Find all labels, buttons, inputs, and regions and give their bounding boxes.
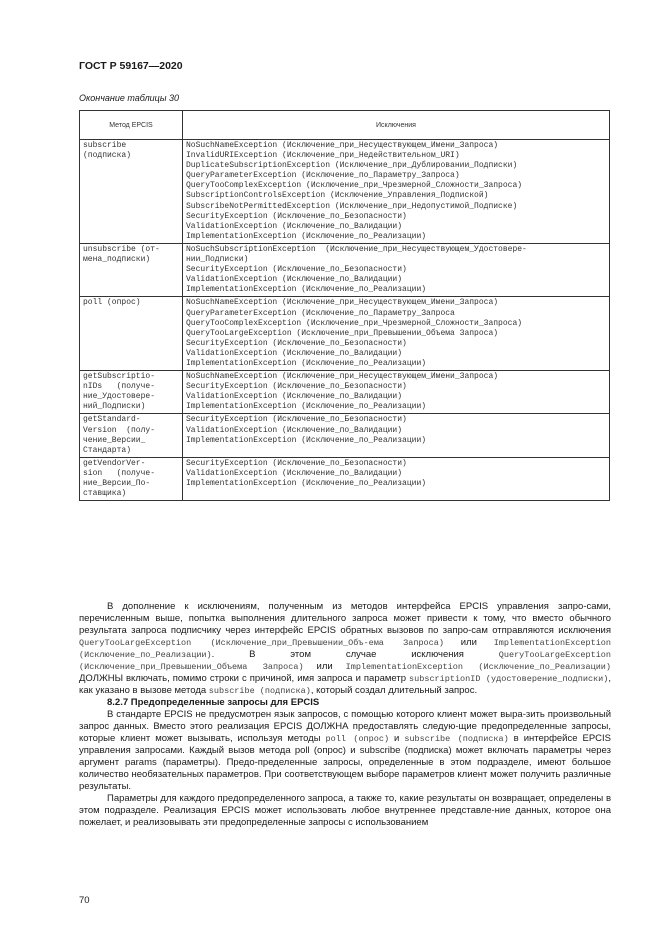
text: и: [389, 733, 405, 744]
paragraph-parameters: Параметры для каждого предопределенного запроса, а также то, какие результаты он возвращает, определены в этом подразделе. Реализация EPCIS может использовать любое внутреннее представле-ние данных, которое она пожелает, и реализовывать эти предопределенные запросы с использованием: [79, 793, 611, 828]
method-cell: poll (опрос): [80, 297, 183, 371]
exception-item: InvalidURIException (Исключение_при_Недействительном_URI): [186, 151, 460, 161]
code-text: subscribe (подписка): [404, 734, 509, 744]
exception-item: ValidationException (Исключение_по_Валидации): [186, 392, 403, 402]
exception-item: ImplementationException (Исключение_по_Реализации): [186, 285, 427, 295]
text: В стандарте EPCIS не предусмотрен язык запросов, с помощью которого клиент может выра-зить произвольный запрос данных. Вместо этого реализация EPCIS ДОЛЖНА предоставлять следую-щие предопределенные запросы, которые клиент может вызывать, используя методы: [79, 709, 611, 744]
column-header-exceptions: Исключения: [183, 111, 610, 140]
table-header-row: [80, 111, 610, 140]
paragraph-exceptions-note: [79, 601, 611, 697]
exception-item: SecurityException (Исключение_по_Безопасности): [186, 415, 407, 425]
exception-item: SubscriptionControlsException (Исключение_Управления_Подпиской): [186, 191, 489, 201]
text: . В этом случае исключения: [211, 649, 499, 660]
exception-item: SecurityException (Исключение_по_Безопасности): [186, 338, 407, 348]
method-cell: getVendorVer- sion (получе- ние_Версии_По- ставщика): [80, 457, 183, 500]
table-body: [80, 140, 610, 501]
exception-item: ValidationException (Исключение_по_Валидации): [186, 221, 403, 231]
text: или: [303, 661, 346, 672]
exception-item: DuplicateSubscriptionException (Исключение_при_Дублировании_Подписки): [186, 161, 518, 171]
exception-item: NoSuchNameException (Исключение_при_Несуществующем_Имени_Запроса): [186, 372, 499, 382]
exception-item: QueryParameterException (Исключение_по_Параметру_Запроса: [186, 308, 455, 318]
exceptions-table: [79, 110, 610, 501]
body-text: [79, 601, 611, 829]
exceptions-cell: [183, 457, 610, 500]
text: В дополнение к исключениям, полученным из методов интерфейса EPCIS управления запро-сами, перечисленным выше, попытка выполнения длительного запроса может привести к тому, что вместо обычного результата запроса подписчику через интерфейс EPCIS обратных вызовов по запро-сам отправляются исключения: [79, 601, 611, 636]
exception-item: QueryTooComplexException (Исключение_при_Чрезмерной_Сложности_Запроса): [186, 181, 523, 191]
exception-item: ValidationException (Исключение_по_Валидации): [186, 468, 403, 478]
document-header: ГОСТ Р 59167—2020: [79, 60, 183, 72]
table-row: [80, 243, 610, 296]
exception-item: ImplementationException (Исключение_по_Реализации): [186, 479, 427, 488]
exception-item: ValidationException (Исключение_по_Валидации): [186, 275, 403, 285]
code-text: ImplementationException (Исключение_по_Реализации): [79, 638, 612, 660]
section-heading: 8.2.7 Предопределенные запросы для EPCIS: [107, 697, 320, 708]
code-text: subscriptionID (удостоверение_подписки): [409, 674, 609, 684]
exceptions-cell: [183, 140, 610, 244]
table-row: [80, 371, 610, 414]
exceptions-cell: [183, 297, 610, 371]
exception-item: NoSuchNameException (Исключение_при_Несуществующем_Имени_Запроса): [186, 298, 499, 308]
method-cell: subscribe (подписка): [80, 140, 183, 244]
table-row: [80, 414, 610, 457]
method-cell: getSubscriptio- nIDs (получе- ние_Удостовере- ний_Подписки): [80, 371, 183, 414]
paragraph-predefined-queries: [79, 709, 611, 793]
exceptions-cell: [183, 243, 610, 296]
exception-item: ImplementationException (Исключение_по_Реализации): [186, 435, 427, 445]
exception-item: ImplementationException (Исключение_по_Реализации): [186, 358, 427, 368]
exception-item: SubscribeNotPermittedException (Исключение_при_Недопустимой_Подписке): [186, 201, 518, 211]
exception-item: ImplementationException (Исключение_по_Реализации): [186, 402, 427, 412]
table-row: [80, 140, 610, 244]
exceptions-cell: [183, 414, 610, 457]
table-caption: Окончание таблицы 30: [79, 93, 179, 103]
exception-item: SecurityException (Исключение_по_Безопасности): [186, 458, 407, 468]
column-header-method: Метод EPCIS: [80, 111, 183, 140]
table-row: [80, 457, 610, 500]
exception-item: ValidationException (Исключение_по_Валидации): [186, 348, 403, 358]
text: , который создал длительный запрос.: [310, 685, 478, 696]
table-row: [80, 297, 610, 371]
code-text: QueryTooLargeException (Исключение_при_Превышении_Объема Запроса): [79, 650, 611, 672]
exception-item: QueryTooLargeException (Исключение_при_Превышении_Объема Запроса): [186, 328, 499, 338]
page-number: 70: [79, 895, 90, 906]
exception-item: ValidationException (Исключение_по_Валидации): [186, 425, 403, 435]
code-text: poll (опрос): [325, 734, 390, 744]
exception-item: NoSuchSubscriptionException (Исключение_при_Несуществующем_Удостовере-: [186, 244, 527, 254]
exception-item: QueryTooComplexException (Исключение_при_Чрезмерной_Сложности_Запроса): [186, 318, 523, 328]
exception-item: SecurityException (Исключение_по_Безопасности): [186, 265, 407, 275]
exception-item: нии_Подписки): [186, 255, 249, 265]
code-text: subscribe (подписка): [208, 686, 311, 696]
exception-item: QueryParameterException (Исключение_по_Параметру_Запроса): [186, 171, 460, 181]
text: или: [443, 637, 494, 648]
text: , как указано в вызове метода: [79, 673, 611, 696]
code-text: ImplementationException (Исключение_по_Реализации): [345, 662, 611, 672]
exception-item: SecurityException (Исключение_по_Безопасности): [186, 382, 407, 392]
text: ДОЛЖНЫ включать, помимо строки с причиной, имя запроса и параметр: [79, 673, 410, 684]
exception-item: SecurityException (Исключение_по_Безопасности): [186, 211, 407, 221]
exception-item: NoSuchNameException (Исключение_при_Несуществующем_Имени_Запроса): [186, 141, 499, 150]
exceptions-cell: [183, 371, 610, 414]
code-text: QueryTooLargeException (Исключение_при_Превышении_Объ-ема Запроса): [79, 638, 444, 648]
text: в интерфейсе EPCIS управления запросами. Каждый вызов метода poll (опрос) и subscribe (подписка) может включать параметры через аргумент params (параметры). Предо-пределенные запросы, определенные в этом подразделе, имеют большое количество необязательных параметров. При соответствующем выборе параметров клиент может получить различные результаты.: [79, 733, 611, 792]
method-cell: unsubscribe (от- мена_подписки): [80, 243, 183, 296]
method-cell: getStandard- Version (полу- чение_Версии_ Стандарта): [80, 414, 183, 457]
exception-item: ImplementationException (Исключение_по_Реализации): [186, 231, 427, 241]
